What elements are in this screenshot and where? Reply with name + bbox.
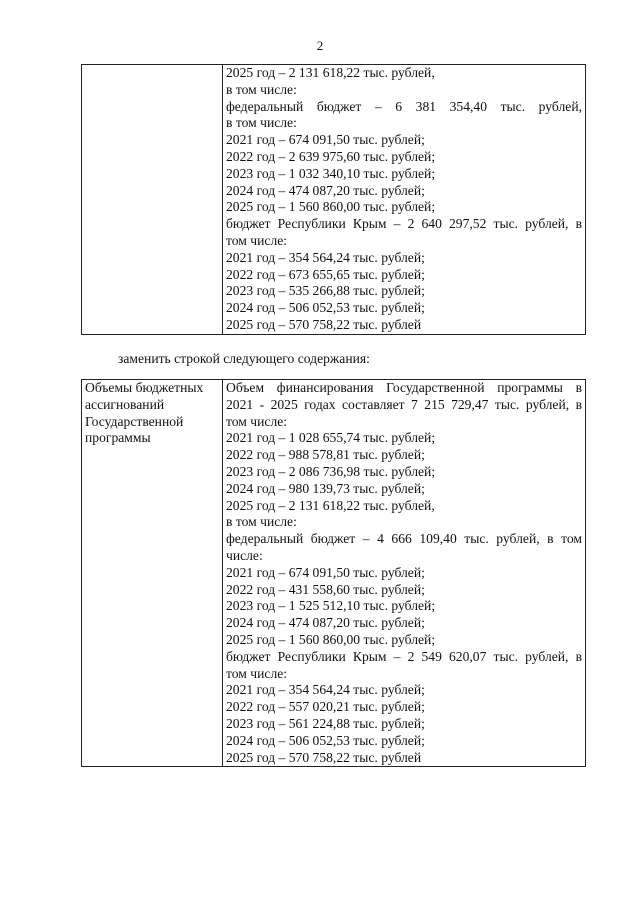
text-line: 2025 год – 2 131 618,22 тыс. рублей, xyxy=(226,497,435,513)
text-line: 2021 - 2025 годах составляет 7 215 729,47 тыс. рублей, в xyxy=(226,396,582,412)
text-line: 2021 год – 674 091,50 тыс. рублей; xyxy=(226,564,425,580)
table-value-cell xyxy=(223,380,586,767)
text-line: 2021 год – 1 028 655,74 тыс. рублей; xyxy=(226,430,436,446)
text-line: том числе: xyxy=(226,413,288,429)
label-line: ассигнований xyxy=(85,396,165,412)
text-line: бюджет Республики Крым – 2 640 297,52 тыс. рублей, в xyxy=(226,216,582,232)
text-line: 2022 год – 673 655,65 тыс. рублей; xyxy=(226,266,425,282)
label-line: программы xyxy=(85,430,151,446)
table-value-cell xyxy=(223,65,586,335)
text-line: в том числе: xyxy=(226,81,297,97)
text-line: 2021 год – 354 564,24 тыс. рублей; xyxy=(226,682,425,698)
text-line: 2024 год – 474 087,20 тыс. рублей; xyxy=(226,182,425,198)
text-line: 2022 год – 557 020,21 тыс. рублей; xyxy=(226,699,425,715)
text-line: 2023 год – 535 266,88 тыс. рублей; xyxy=(226,283,425,299)
text-line: 2021 год – 674 091,50 тыс. рублей; xyxy=(226,132,425,148)
replacement-table xyxy=(81,379,586,767)
table-label-cell xyxy=(82,65,223,335)
text-line: том числе: xyxy=(226,665,288,681)
text-line: 2024 год – 980 139,73 тыс. рублей; xyxy=(226,480,425,496)
table-label-cell xyxy=(82,380,223,767)
text-line: 2025 год – 2 131 618,22 тыс. рублей, xyxy=(226,65,435,80)
label-line: Государственной xyxy=(85,413,184,429)
text-line: в том числе: xyxy=(226,514,297,530)
text-line: 2025 год – 570 758,22 тыс. рублей xyxy=(226,316,422,332)
text-line: 2024 год – 506 052,53 тыс. рублей; xyxy=(226,300,425,316)
text-line: бюджет Республики Крым – 2 549 620,07 тыс. рублей, в xyxy=(226,648,582,664)
text-line: федеральный бюджет – 6 381 354,40 тыс. рублей, xyxy=(226,98,582,114)
text-line: 2025 год – 570 758,22 тыс. рублей xyxy=(226,749,422,765)
text-line: 2024 год – 474 087,20 тыс. рублей; xyxy=(226,615,425,631)
text-line: Объем финансирования Государственной программы в xyxy=(226,380,582,395)
table-row xyxy=(82,65,586,335)
text-line: 2025 год – 1 560 860,00 тыс. рублей; xyxy=(226,199,436,215)
text-line: 2023 год – 1 032 340,10 тыс. рублей; xyxy=(226,165,436,181)
text-line: 2024 год – 506 052,53 тыс. рублей; xyxy=(226,732,425,748)
text-line: том числе: xyxy=(226,232,288,248)
text-line: 2023 год – 561 224,88 тыс. рублей; xyxy=(226,715,425,731)
text-line: федеральный бюджет – 4 666 109,40 тыс. рублей, в том xyxy=(226,531,582,547)
text-line: 2023 год – 2 086 736,98 тыс. рублей; xyxy=(226,463,436,479)
instruction-text: заменить строкой следующего содержания: xyxy=(118,351,370,366)
previous-table-fragment xyxy=(81,64,586,335)
text-line: 2022 год – 431 558,60 тыс. рублей; xyxy=(226,581,425,597)
text-line: числе: xyxy=(226,547,263,563)
text-line: 2022 год – 988 578,81 тыс. рублей; xyxy=(226,447,425,463)
label-line: Объемы бюджетных xyxy=(85,380,204,395)
text-line: 2021 год – 354 564,24 тыс. рублей; xyxy=(226,249,425,265)
text-line: в том числе: xyxy=(226,115,297,131)
table-row xyxy=(82,380,586,767)
text-line: 2023 год – 1 525 512,10 тыс. рублей; xyxy=(226,598,436,614)
page-number: 2 xyxy=(316,38,324,53)
text-line: 2025 год – 1 560 860,00 тыс. рублей; xyxy=(226,631,436,647)
text-line: 2022 год – 2 639 975,60 тыс. рублей; xyxy=(226,148,436,164)
